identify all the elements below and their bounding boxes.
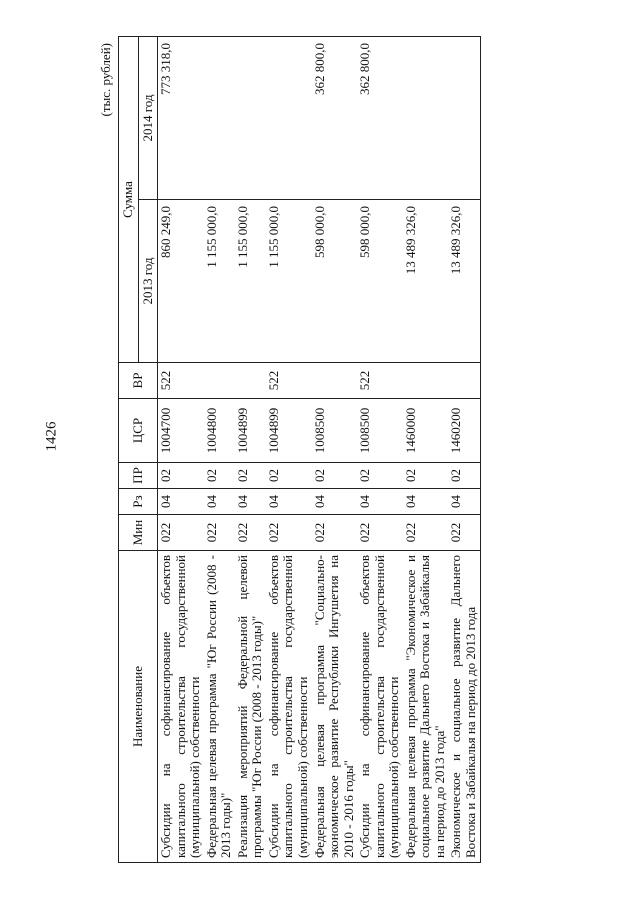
row-rz: 04 bbox=[357, 489, 403, 515]
row-vr: 522 bbox=[158, 363, 204, 399]
row-name: Федеральная целевая программа "Юг России (2008 - 2013 годы)" bbox=[204, 551, 235, 863]
row-rz: 04 bbox=[266, 489, 312, 515]
row-2013: 13 489 326,0 bbox=[403, 200, 449, 363]
table-row bbox=[235, 37, 266, 863]
table-row bbox=[204, 37, 235, 863]
header-min: Мин bbox=[119, 515, 158, 551]
table-row bbox=[448, 37, 480, 863]
header-2014: 2014 год bbox=[138, 37, 158, 200]
row-2014 bbox=[266, 37, 312, 200]
header-2013: 2013 год bbox=[138, 200, 158, 363]
row-pr: 02 bbox=[312, 463, 358, 489]
row-vr: 522 bbox=[357, 363, 403, 399]
row-pr: 02 bbox=[158, 463, 204, 489]
row-csr: 1004800 bbox=[204, 399, 235, 463]
table-row bbox=[312, 37, 358, 863]
table-row bbox=[158, 37, 204, 863]
row-2013: 13 489 326,0 bbox=[448, 200, 480, 363]
page-number: 1426 bbox=[43, 421, 60, 452]
row-min: 022 bbox=[403, 515, 449, 551]
header-name: Наименование bbox=[119, 551, 158, 863]
row-vr bbox=[204, 363, 235, 399]
row-2014 bbox=[448, 37, 480, 200]
row-csr: 1008500 bbox=[357, 399, 403, 463]
row-rz: 04 bbox=[235, 489, 266, 515]
row-2014: 362 800,0 bbox=[357, 37, 403, 200]
row-name: Федеральная целевая программа "Социально-экономическое развитие Республики Ингушетия на 2010 - 2016 годы" bbox=[312, 551, 358, 863]
row-vr bbox=[235, 363, 266, 399]
row-name: Субсидии на софинансирование объектов капитального строительства государственной (муниципальной) собственности bbox=[357, 551, 403, 863]
row-min: 022 bbox=[266, 515, 312, 551]
row-2013: 1 155 000,0 bbox=[204, 200, 235, 363]
row-2013: 598 000,0 bbox=[312, 200, 358, 363]
row-rz: 04 bbox=[158, 489, 204, 515]
row-vr bbox=[403, 363, 449, 399]
row-min: 022 bbox=[158, 515, 204, 551]
header-csr: ЦСР bbox=[119, 399, 158, 463]
row-vr bbox=[448, 363, 480, 399]
row-csr: 1008500 bbox=[312, 399, 358, 463]
row-name: Реализация мероприятий Федеральной целевой программы "Юг России (2008 - 2013 годы)" bbox=[235, 551, 266, 863]
table-row bbox=[403, 37, 449, 863]
row-min: 022 bbox=[204, 515, 235, 551]
row-pr: 02 bbox=[403, 463, 449, 489]
row-name: Федеральная целевая программа "Экономическое и социальное развитие Дальнего Востока и Забайкалья на период до 2013 года" bbox=[403, 551, 449, 863]
row-csr: 1004700 bbox=[158, 399, 204, 463]
header-pr: ПР bbox=[119, 463, 158, 489]
budget-table bbox=[118, 36, 481, 863]
row-min: 022 bbox=[235, 515, 266, 551]
row-pr: 02 bbox=[235, 463, 266, 489]
header-rz: Рз bbox=[119, 489, 158, 515]
row-2014 bbox=[403, 37, 449, 200]
row-name: Экономическое и социальное развитие Дальнего Востока и Забайкалья на период до 2013 года bbox=[448, 551, 480, 863]
row-csr: 1004899 bbox=[235, 399, 266, 463]
row-pr: 02 bbox=[266, 463, 312, 489]
row-pr: 02 bbox=[204, 463, 235, 489]
unit-label: (тыс. рублей) bbox=[98, 43, 113, 117]
row-2013: 1 155 000,0 bbox=[235, 200, 266, 363]
row-vr: 522 bbox=[266, 363, 312, 399]
row-min: 022 bbox=[312, 515, 358, 551]
row-vr bbox=[312, 363, 358, 399]
row-rz: 04 bbox=[403, 489, 449, 515]
row-2014 bbox=[235, 37, 266, 200]
row-rz: 04 bbox=[204, 489, 235, 515]
row-2014: 362 800,0 bbox=[312, 37, 358, 200]
row-csr: 1460200 bbox=[448, 399, 480, 463]
row-2014: 773 318,0 bbox=[158, 37, 204, 200]
rotated-document bbox=[98, 37, 618, 863]
row-2014 bbox=[204, 37, 235, 200]
row-name: Субсидии на софинансирование объектов капитального строительства государственной (муниципальной) собственности bbox=[158, 551, 204, 863]
row-name: Субсидии на софинансирование объектов капитального строительства государственной (муниципальной) собственности bbox=[266, 551, 312, 863]
row-csr: 1004899 bbox=[266, 399, 312, 463]
row-rz: 04 bbox=[448, 489, 480, 515]
row-min: 022 bbox=[448, 515, 480, 551]
row-pr: 02 bbox=[448, 463, 480, 489]
row-2013: 1 155 000,0 bbox=[266, 200, 312, 363]
header-vr: ВР bbox=[119, 363, 158, 399]
header-sum: Сумма bbox=[119, 37, 139, 363]
row-csr: 1460000 bbox=[403, 399, 449, 463]
row-min: 022 bbox=[357, 515, 403, 551]
row-rz: 04 bbox=[312, 489, 358, 515]
table-row bbox=[266, 37, 312, 863]
table-row bbox=[357, 37, 403, 863]
row-2013: 598 000,0 bbox=[357, 200, 403, 363]
row-2013: 860 249,0 bbox=[158, 200, 204, 363]
row-pr: 02 bbox=[357, 463, 403, 489]
